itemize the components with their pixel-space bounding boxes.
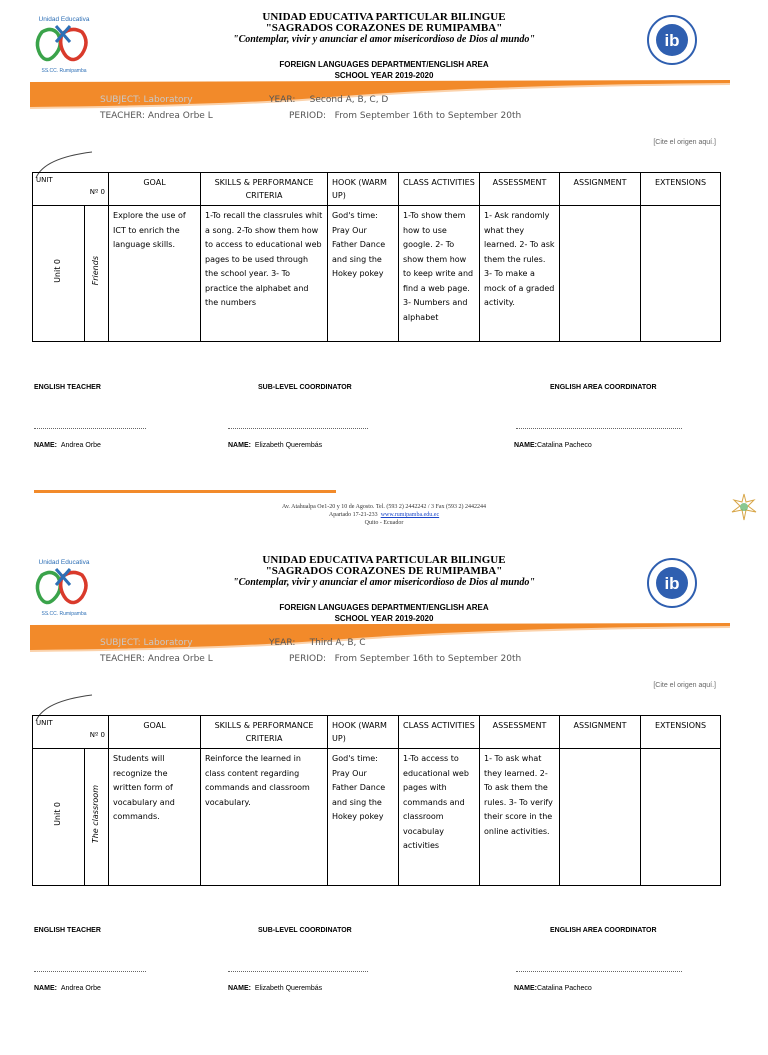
goal-cell: Explore the use of ICT to enrich the language skills.	[109, 206, 201, 342]
class-activities-header: CLASS ACTIVITIES	[399, 173, 480, 206]
unit-label: Unit 0	[53, 258, 63, 283]
teacher-value: Andrea Orbe L	[147, 111, 213, 121]
department-title: FOREIGN LANGUAGES DEPARTMENT/ENGLISH AREA	[279, 603, 489, 612]
unit-label: Unit 0	[53, 802, 63, 827]
goal-header: GOAL	[109, 716, 201, 749]
table-row	[33, 206, 721, 342]
skills-cell: 1-To recall the classrules whit a song. 2-To show them how to access to educational web pages to be used through the school year. 3- To practice the alphabet and the numbers	[201, 206, 328, 342]
signature-line	[516, 971, 682, 972]
area-coordinator-label: ENGLISH AREA COORDINATOR	[550, 927, 657, 934]
table-header-row	[33, 173, 721, 206]
period-field: PERIOD: From September 16th to September 20th	[289, 654, 522, 664]
teacher-field: TEACHER: Andrea Orbe L	[100, 111, 213, 121]
year-value: Second A, B, C, D	[309, 95, 389, 105]
extensions-header: EXTENSIONS	[641, 173, 721, 206]
hook-cell: God's time: Pray Our Father Dance and sing the Hokey pokey	[328, 206, 399, 342]
year-field: YEAR: Third A, B, C	[269, 638, 366, 648]
school-short-name: "SAGRADOS CORAZONES DE RUMIPAMBA"	[265, 565, 503, 577]
teacher-value: Andrea Orbe L	[147, 654, 213, 664]
skills-header: SKILLS & PERFORMANCE CRITERIA	[201, 716, 328, 749]
assessment-header: ASSESSMENT	[480, 173, 560, 206]
sub-level-coordinator-label: SUB-LEVEL COORDINATOR	[258, 384, 352, 391]
sub-level-signature-name: NAME: Elizabeth Querembás	[228, 442, 323, 449]
unit-number-header: Nº 0	[89, 188, 106, 196]
period-value: From September 16th to September 20th	[334, 654, 522, 664]
assessment-cell: 1- To ask what they learned. 2- To ask them the rules. 3- To verify their score in the online activities.	[480, 749, 560, 886]
svg-text:Unidad Educativa: Unidad Educativa	[38, 16, 90, 23]
subject-value: Laboratory	[143, 95, 193, 105]
signature-line	[516, 428, 682, 429]
sub-level-coordinator-label: SUB-LEVEL COORDINATOR	[258, 927, 352, 934]
cite-placeholder: [Cite el origen aquí.]	[653, 682, 716, 689]
subject-value: Laboratory	[143, 638, 193, 648]
assignment-cell	[560, 749, 641, 886]
svg-text:SS.CC. Rumipamba: SS.CC. Rumipamba	[41, 68, 87, 74]
signature-line	[34, 428, 146, 429]
svg-text:ib: ib	[664, 574, 680, 593]
unit-number-header: Nº 0	[89, 731, 106, 739]
subject-field: SUBJECT: Laboratory	[100, 95, 193, 105]
english-teacher-label: ENGLISH TEACHER	[34, 927, 101, 934]
lesson-plan-table	[32, 715, 721, 886]
activities-cell: 1-To show them how to use google. 2- To show them how to keep write and find a web page. 3- Numbers and alphabet	[399, 206, 480, 342]
area-coordinator-label: ENGLISH AREA COORDINATOR	[550, 384, 657, 391]
english-teacher-label: ENGLISH TEACHER	[34, 384, 101, 391]
plan-page-2	[0, 543, 768, 1055]
department-title: FOREIGN LANGUAGES DEPARTMENT/ENGLISH AREA	[279, 60, 489, 69]
school-short-name: "SAGRADOS CORAZONES DE RUMIPAMBA"	[265, 22, 503, 34]
class-activities-header: CLASS ACTIVITIES	[399, 716, 480, 749]
goal-header: GOAL	[109, 173, 201, 206]
assessment-cell: 1- Ask randomly what they learned. 2- To ask them the rules. 3- To make a mock of a graded activity.	[480, 206, 560, 342]
school-motto: "Contemplar, vivir y anunciar el amor misericordioso de Dios al mundo"	[233, 34, 535, 45]
extensions-cell	[641, 206, 721, 342]
subject-field: SUBJECT: Laboratory	[100, 638, 193, 648]
unit-header: UNIT	[36, 176, 53, 184]
unit-topic: Friends	[91, 256, 101, 286]
sub-level-signature-name: NAME: Elizabeth Querembás	[228, 985, 323, 992]
school-year: SCHOOL YEAR 2019-2020	[334, 71, 434, 80]
assignment-cell	[560, 206, 641, 342]
year-field: YEAR: Second A, B, C, D	[269, 95, 389, 105]
assignment-header: ASSIGNMENT	[560, 173, 641, 206]
plan-page-1	[0, 0, 768, 518]
extensions-cell	[641, 749, 721, 886]
signature-line	[228, 971, 368, 972]
unit-topic: The classroom	[91, 785, 101, 844]
cite-placeholder: [Cite el origen aquí.]	[653, 139, 716, 146]
period-field: PERIOD: From September 16th to September 20th	[289, 111, 522, 121]
school-year: SCHOOL YEAR 2019-2020	[334, 614, 434, 623]
teacher-signature-name: NAME: Andrea Orbe	[34, 985, 101, 992]
skills-cell: Reinforce the learned in class content regarding commands and classroom vocabulary.	[201, 749, 328, 886]
skills-header: SKILLS & PERFORMANCE CRITERIA	[201, 173, 328, 206]
signature-line	[228, 428, 368, 429]
school-name: UNIDAD EDUCATIVA PARTICULAR BILINGUE	[262, 554, 506, 566]
table-row	[33, 749, 721, 886]
area-signature-name: NAME:Catalina Pacheco	[514, 442, 592, 449]
hook-header: HOOK (WARM UP)	[328, 173, 399, 206]
period-value: From September 16th to September 20th	[334, 111, 522, 121]
table-header-row	[33, 716, 721, 749]
hook-header: HOOK (WARM UP)	[328, 716, 399, 749]
unit-header: UNIT	[36, 719, 53, 727]
activities-cell: 1-To access to educational web pages with commands and classroom vocabulay activities	[399, 749, 480, 886]
year-value: Third A, B, C	[309, 638, 366, 648]
website-link[interactable]: www.rumipamba.edu.ec	[380, 512, 440, 518]
teacher-signature-name: NAME: Andrea Orbe	[34, 442, 101, 449]
extensions-header: EXTENSIONS	[641, 716, 721, 749]
teacher-field: TEACHER: Andrea Orbe L	[100, 654, 213, 664]
assignment-header: ASSIGNMENT	[560, 716, 641, 749]
footer-city: Quito - Ecuador	[364, 520, 404, 526]
lesson-plan-table	[32, 172, 721, 342]
svg-text:SS.CC. Rumipamba: SS.CC. Rumipamba	[41, 611, 87, 617]
footer-divider	[34, 490, 336, 493]
assessment-header: ASSESSMENT	[480, 716, 560, 749]
hook-cell: God's time: Pray Our Father Dance and sing the Hokey pokey	[328, 749, 399, 886]
signature-line	[34, 971, 146, 972]
svg-text:Unidad Educativa: Unidad Educativa	[38, 559, 90, 566]
footer-address: Av. Atahualpa Oe1-20 y 10 de Agosto. Tel. (593 2) 2442242 / 3 Fax (593 2) 2442244 Apartado 17-21-233 www.rumipamba.edu.ec	[281, 504, 487, 518]
goal-cell: Students will recognize the written form of vocabulary and commands.	[109, 749, 201, 886]
school-name: UNIDAD EDUCATIVA PARTICULAR BILINGUE	[262, 11, 506, 23]
school-motto: "Contemplar, vivir y anunciar el amor misericordioso de Dios al mundo"	[233, 577, 535, 588]
area-signature-name: NAME:Catalina Pacheco	[514, 985, 592, 992]
svg-text:ib: ib	[664, 31, 680, 50]
